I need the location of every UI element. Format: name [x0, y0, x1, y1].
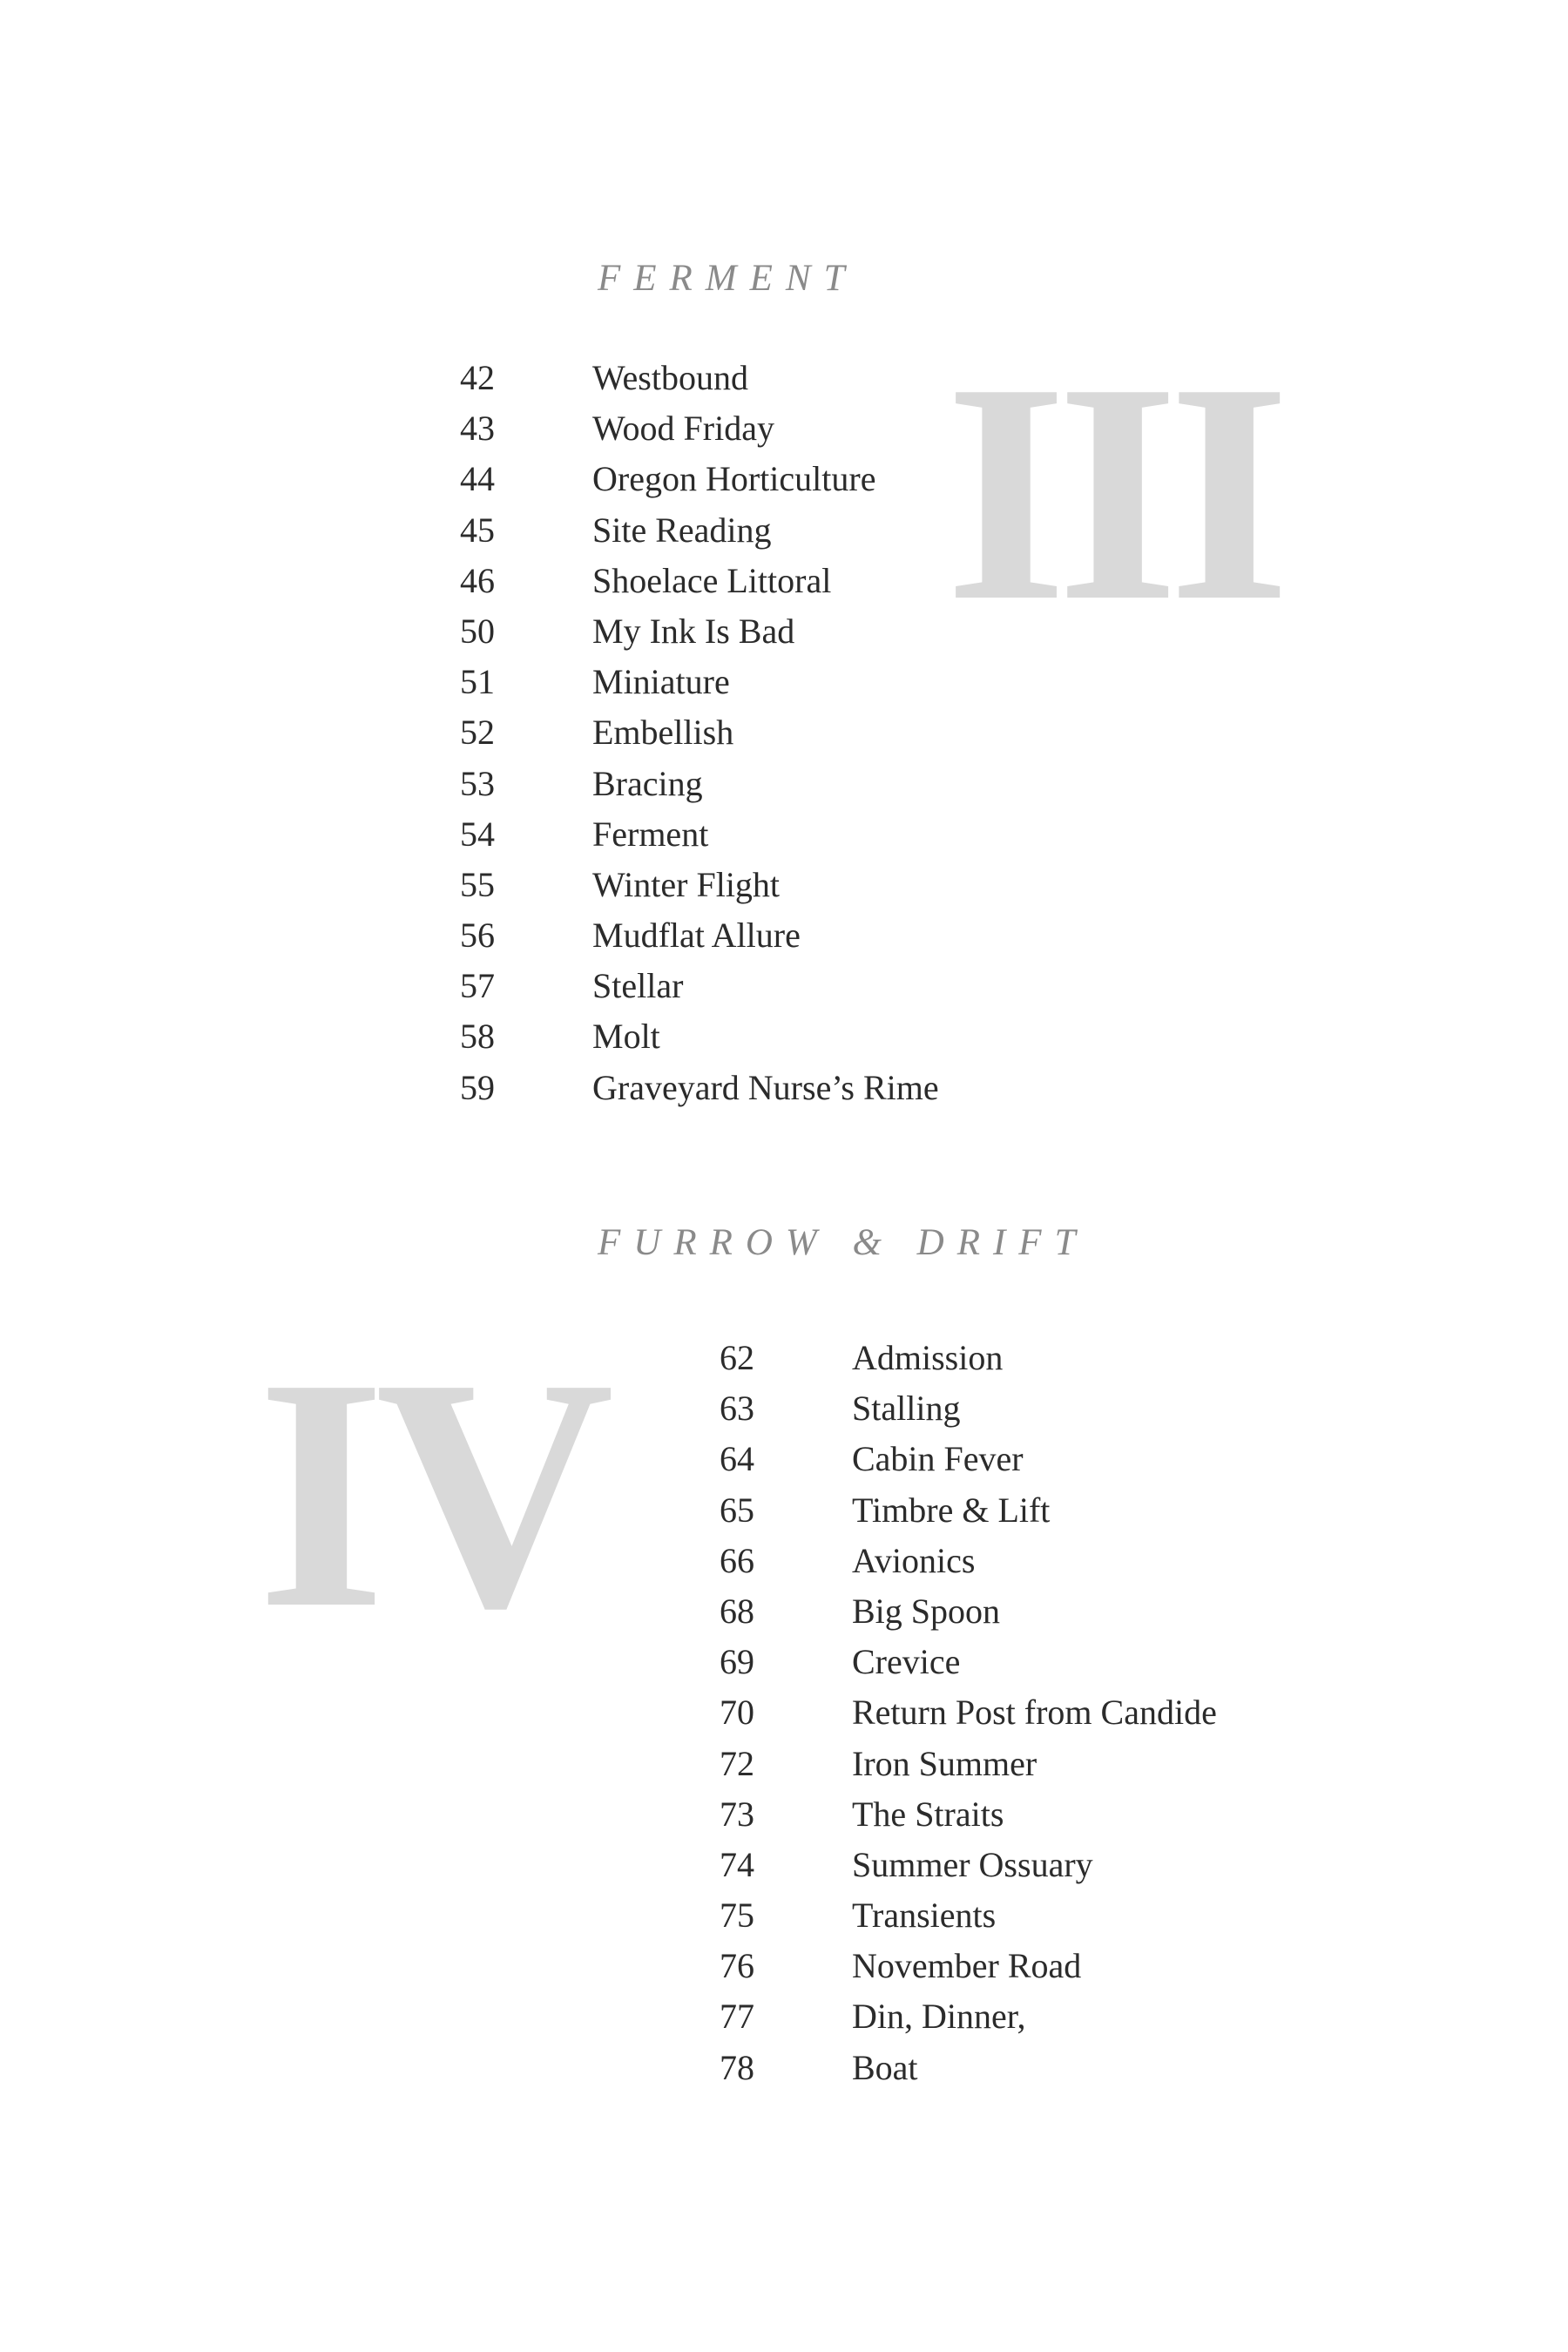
- toc-entry-title: Stellar: [592, 966, 684, 1006]
- toc-page-number: 56: [460, 916, 495, 956]
- toc-entry-title: Admission: [852, 1338, 1004, 1377]
- toc-entry: [720, 1337, 1217, 1388]
- toc-entry-title: Mudflat Allure: [592, 916, 801, 956]
- toc-page-number: 51: [460, 662, 495, 702]
- section-title-furrow-drift: FURROW & DRIFT: [598, 1222, 1089, 1263]
- toc-entry: [460, 1016, 939, 1066]
- toc-entry-title: Cabin Fever: [852, 1439, 1024, 1479]
- toc-entry-title: The Straits: [852, 1794, 1004, 1834]
- toc-entry: [720, 1692, 1217, 1742]
- toc-entry: [460, 864, 939, 915]
- toc-list-furrow-drift: [720, 1337, 1217, 2098]
- toc-page-number: 52: [460, 713, 495, 753]
- toc-entry-title: Miniature: [592, 662, 730, 702]
- toc-entry: [460, 510, 939, 560]
- toc-page-number: 53: [460, 763, 495, 803]
- toc-page-number: 58: [460, 1017, 495, 1057]
- section-numeral-iv: IV: [257, 1310, 605, 1677]
- toc-entry: [720, 1388, 1217, 1438]
- toc-entry: [460, 611, 939, 661]
- toc-page-number: 55: [460, 864, 495, 904]
- toc-entry: [720, 1743, 1217, 1794]
- toc-entry: [720, 1490, 1217, 1540]
- toc-page-number: 45: [460, 510, 495, 550]
- toc-entry: [460, 712, 939, 762]
- toc-page-number: 42: [460, 358, 495, 397]
- toc-entry: [720, 1591, 1217, 1641]
- toc-page-number: 54: [460, 814, 495, 854]
- toc-entry-title: Crevice: [852, 1642, 961, 1682]
- toc-entry-title: Boat: [852, 2047, 918, 2087]
- toc-entry-title: Oregon Horticulture: [592, 459, 876, 499]
- toc-entry-title: Embellish: [592, 713, 734, 753]
- toc-entry-title: Graveyard Nurse’s Rime: [592, 1067, 939, 1107]
- toc-entry-title: November Road: [852, 1946, 1082, 1986]
- toc-entry-title: Iron Summer: [852, 1743, 1037, 1783]
- section-numeral-iii: III: [945, 318, 1281, 666]
- toc-entry-title: Avionics: [852, 1540, 976, 1580]
- toc-page-number: 76: [720, 1946, 754, 1986]
- toc-entry-title: Din, Dinner,: [852, 1997, 1026, 2037]
- toc-entry: [720, 1895, 1217, 1945]
- toc-page-number: 69: [720, 1642, 754, 1682]
- toc-page-number: 63: [720, 1389, 754, 1429]
- toc-page-number: 73: [720, 1794, 754, 1834]
- toc-page-number: 57: [460, 966, 495, 1006]
- toc-entry-title: Stalling: [852, 1389, 961, 1429]
- toc-page-number: 74: [720, 1844, 754, 1884]
- toc-entry-title: Big Spoon: [852, 1591, 1001, 1631]
- toc-entry-title: Bracing: [592, 763, 703, 803]
- toc-entry: [720, 1794, 1217, 1844]
- toc-page-number: 78: [720, 2047, 754, 2087]
- toc-entry-title: Timbre & Lift: [852, 1490, 1051, 1530]
- toc-entry-title: Winter Flight: [592, 864, 781, 904]
- toc-entry: [720, 1438, 1217, 1489]
- toc-entry: [460, 915, 939, 965]
- toc-entry-title: Shoelace Littoral: [592, 560, 832, 600]
- toc-entry: [720, 1540, 1217, 1591]
- toc-entry: [720, 1945, 1217, 1996]
- toc-page-number: 75: [720, 1896, 754, 1936]
- toc-page-number: 66: [720, 1540, 754, 1580]
- toc-page-number: 68: [720, 1591, 754, 1631]
- toc-page-number: 65: [720, 1490, 754, 1530]
- toc-entry: [720, 1641, 1217, 1692]
- toc-page-number: 44: [460, 459, 495, 499]
- toc-entry: [460, 1067, 939, 1118]
- toc-entry-title: Westbound: [592, 358, 748, 397]
- toc-page-number: 72: [720, 1743, 754, 1783]
- toc-entry-title: Molt: [592, 1017, 660, 1057]
- toc-page-number: 50: [460, 611, 495, 651]
- toc-entry-title: My Ink Is Bad: [592, 611, 795, 651]
- toc-entry-title: Transients: [852, 1896, 997, 1936]
- section-title-ferment: FERMENT: [598, 258, 858, 299]
- toc-entry: [720, 1996, 1217, 2046]
- toc-entry-title: Ferment: [592, 814, 709, 854]
- toc-entry: [460, 763, 939, 814]
- toc-entry-title: Site Reading: [592, 510, 772, 550]
- toc-entry: [460, 357, 939, 408]
- toc-entry: [460, 661, 939, 712]
- toc-entry: [460, 560, 939, 611]
- toc-entry: [720, 2047, 1217, 2098]
- toc-entry: [460, 965, 939, 1016]
- toc-page-number: 46: [460, 560, 495, 600]
- toc-page-number: 70: [720, 1693, 754, 1733]
- toc-entry-title: Wood Friday: [592, 409, 774, 449]
- toc-entry: [460, 408, 939, 458]
- toc-page-number: 62: [720, 1338, 754, 1377]
- toc-page-number: 64: [720, 1439, 754, 1479]
- toc-entry-title: Summer Ossuary: [852, 1844, 1093, 1884]
- toc-page-number: 43: [460, 409, 495, 449]
- toc-entry-title: Return Post from Candide: [852, 1693, 1217, 1733]
- toc-entry: [460, 814, 939, 864]
- toc-entry: [720, 1844, 1217, 1895]
- toc-page-number: 59: [460, 1067, 495, 1107]
- toc-page-number: 77: [720, 1997, 754, 2037]
- toc-entry: [460, 458, 939, 509]
- toc-list-ferment: [460, 357, 939, 1118]
